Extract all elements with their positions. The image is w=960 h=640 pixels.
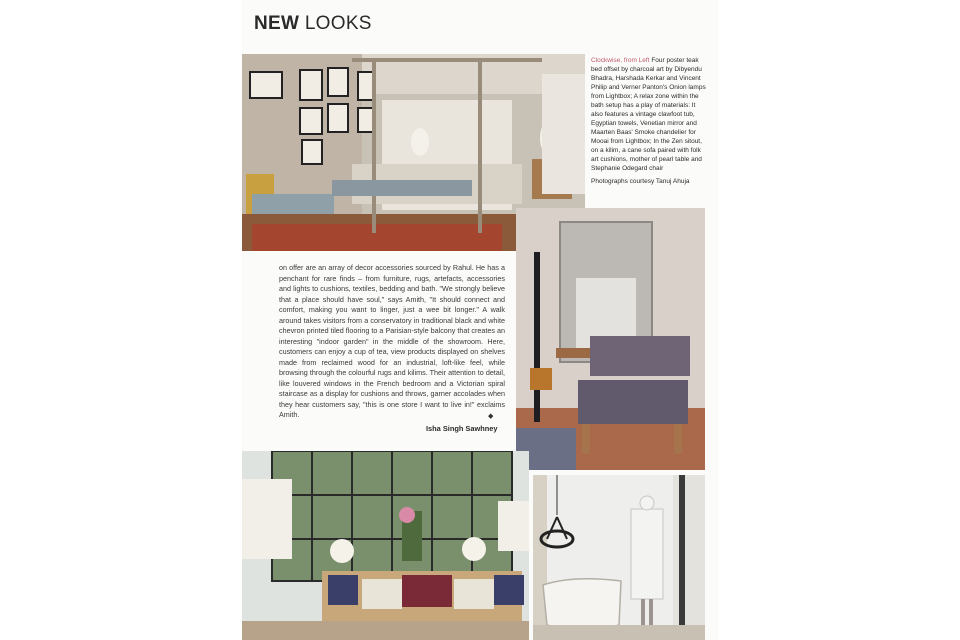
- article-paragraph: on offer are an array of decor accessories sourced by Rahul. He has a penchant for rare finds – from furniture, rugs, artefacts, accessories and lights to cushions, textiles, bedding and bath. "We strongly believe that a place should have soul," says Amith, "It should connect and comfort, making you want to linger, just a wee bit longer." A walk around takes visitors from a conservatory in traditional black and white chevron printed tiled flooring to a Parisian-style balcony that creates an interesting "indoor garden" in the middle of the showroom. Here, customers can enjoy a cup of tea, view products displayed on shelves made from reclaimed wood for an industrial, loft-like feel, while browsing through the colourful rugs and kilims. Their attention to detail, like louvered windows in the French bedroom and a Victorian spiral staircase as a display for cushions and throws, garner accolades when they hear customers say, "this is one store I want to live in!" exclaims Amith.: [279, 263, 505, 419]
- caption-lead: Clockwise, from Left: [591, 57, 650, 64]
- photo-caption: [591, 56, 709, 186]
- photo-bath-zone: [533, 475, 705, 640]
- article-body: [279, 263, 505, 421]
- section-title-rest: LOOKS: [299, 13, 372, 34]
- photo-credit: Photographs courtesy Tanuj Ahuja: [591, 178, 690, 185]
- section-title: [254, 13, 372, 35]
- magazine-page: [242, 0, 718, 640]
- photo-armchair-mirror: [516, 208, 705, 470]
- photo-zen-sitout: [242, 451, 529, 640]
- article-byline: Isha Singh Sawhney: [426, 424, 498, 433]
- caption-body: Four poster teak bed offset by charcoal art by Dibyendu Bhadra, Harshada Kerkar and Vincent Philip and Verner Panton's Onion lamps from Lightbox; A relax zone within the bath setup has a play of materials: It also features a vintage clawfoot tub, Egyptian towels, Venetian mirror and Maarten Baas' Smoke chandelier for Mooai from Lightbox; In the Zen sitout, on a kilim, a cane sofa paired with folk art cushions, mother of pearl table and Stephanie Odegard chair: [591, 57, 706, 172]
- section-title-bold: NEW: [254, 13, 300, 34]
- end-mark-icon: ◆: [488, 413, 494, 420]
